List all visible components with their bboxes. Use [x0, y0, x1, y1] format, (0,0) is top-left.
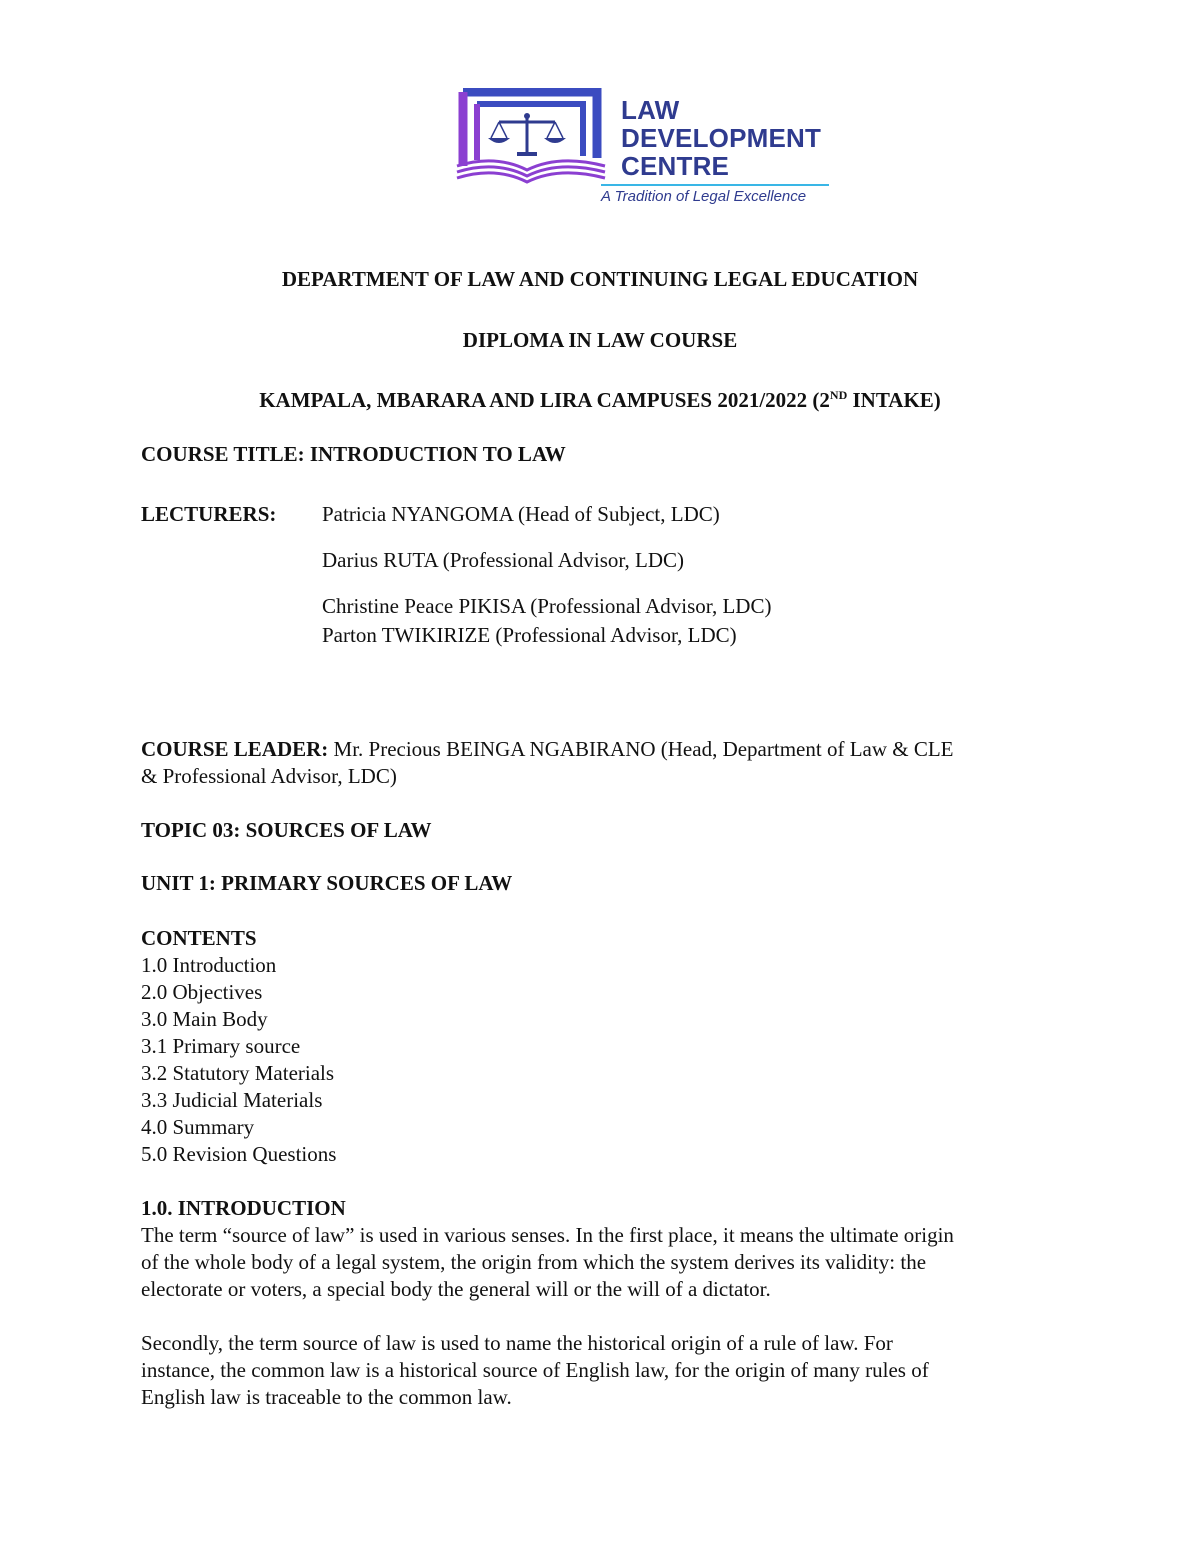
contents-item: 2.0 Objectives: [141, 980, 263, 1004]
unit-heading: UNIT 1: PRIMARY SOURCES OF LAW: [141, 871, 513, 895]
scales-of-justice-book-icon: [455, 88, 615, 188]
course-heading: DIPLOMA IN LAW COURSE: [462, 328, 738, 352]
course-leader-text-cont: & Professional Advisor, LDC): [141, 764, 397, 788]
department-heading: DEPARTMENT OF LAW AND CONTINUING LEGAL EDUCATION: [281, 267, 919, 291]
paragraph-line: instance, the common law is a historical source of English law, for the origin of many rules of: [141, 1358, 929, 1382]
ldc-logo: [455, 88, 835, 213]
introduction-section: [141, 1195, 1061, 1411]
lecturer-name: Darius RUTA (Professional Advisor, LDC): [322, 548, 685, 572]
campuses-heading: [0, 387, 1200, 414]
contents-item: 1.0 Introduction: [141, 953, 277, 977]
paragraph-line: The term “source of law” is used in various senses. In the first place, it means the ultimate origin: [141, 1223, 954, 1247]
contents-item: 3.1 Primary source: [141, 1034, 301, 1058]
lecturer-name: Patricia NYANGOMA (Head of Subject, LDC): [322, 502, 720, 526]
introduction-paragraph-2: [141, 1330, 1061, 1411]
lecturer-name: Parton TWIKIRIZE (Professional Advisor, LDC): [322, 623, 737, 647]
lecturers-label: LECTURERS:: [141, 502, 277, 526]
logo-line-centre: CENTRE: [621, 151, 730, 181]
course-leader-text: Mr. Precious BEINGA NGABIRANO (Head, Department of Law & CLE: [328, 737, 954, 761]
contents-list: [141, 925, 336, 1168]
campuses-superscript: ND: [829, 388, 848, 402]
paragraph-line: electorate or voters, a special body the general will or the will of a dictator.: [141, 1277, 771, 1301]
logo-line-development: DEVELOPMENT: [621, 123, 822, 153]
introduction-heading: 1.0. INTRODUCTION: [141, 1196, 346, 1220]
paragraph-line: Secondly, the term source of law is used to name the historical origin of a rule of law. For: [141, 1331, 893, 1355]
logo-tagline: A Tradition of Legal Excellence: [601, 188, 807, 205]
contents-item: 3.0 Main Body: [141, 1007, 268, 1031]
lecturer-name: Christine Peace PIKISA (Professional Advisor, LDC): [322, 594, 772, 618]
paragraph-line: of the whole body of a legal system, the origin from which the system derives its validity: the: [141, 1250, 927, 1274]
course-leader: [141, 736, 1061, 790]
introduction-paragraph-1: [141, 1222, 1061, 1303]
campuses-text-end: INTAKE): [847, 388, 941, 412]
contents-item: 5.0 Revision Questions: [141, 1142, 337, 1166]
contents-item: 4.0 Summary: [141, 1115, 255, 1139]
topic-heading: TOPIC 03: SOURCES OF LAW: [141, 818, 432, 842]
course-title: COURSE TITLE: INTRODUCTION TO LAW: [141, 442, 566, 466]
contents-item: 3.3 Judicial Materials: [141, 1088, 323, 1112]
campuses-text: KAMPALA, MBARARA AND LIRA CAMPUSES 2021/2022 (2: [259, 388, 830, 412]
logo-underline: [601, 184, 829, 186]
contents-item: 3.2 Statutory Materials: [141, 1061, 335, 1085]
logo-wordmark: [621, 96, 821, 180]
logo-line-law: LAW: [621, 95, 680, 125]
contents-heading: CONTENTS: [141, 926, 257, 950]
course-leader-label: COURSE LEADER:: [141, 737, 329, 761]
paragraph-line: English law is traceable to the common law.: [141, 1385, 512, 1409]
